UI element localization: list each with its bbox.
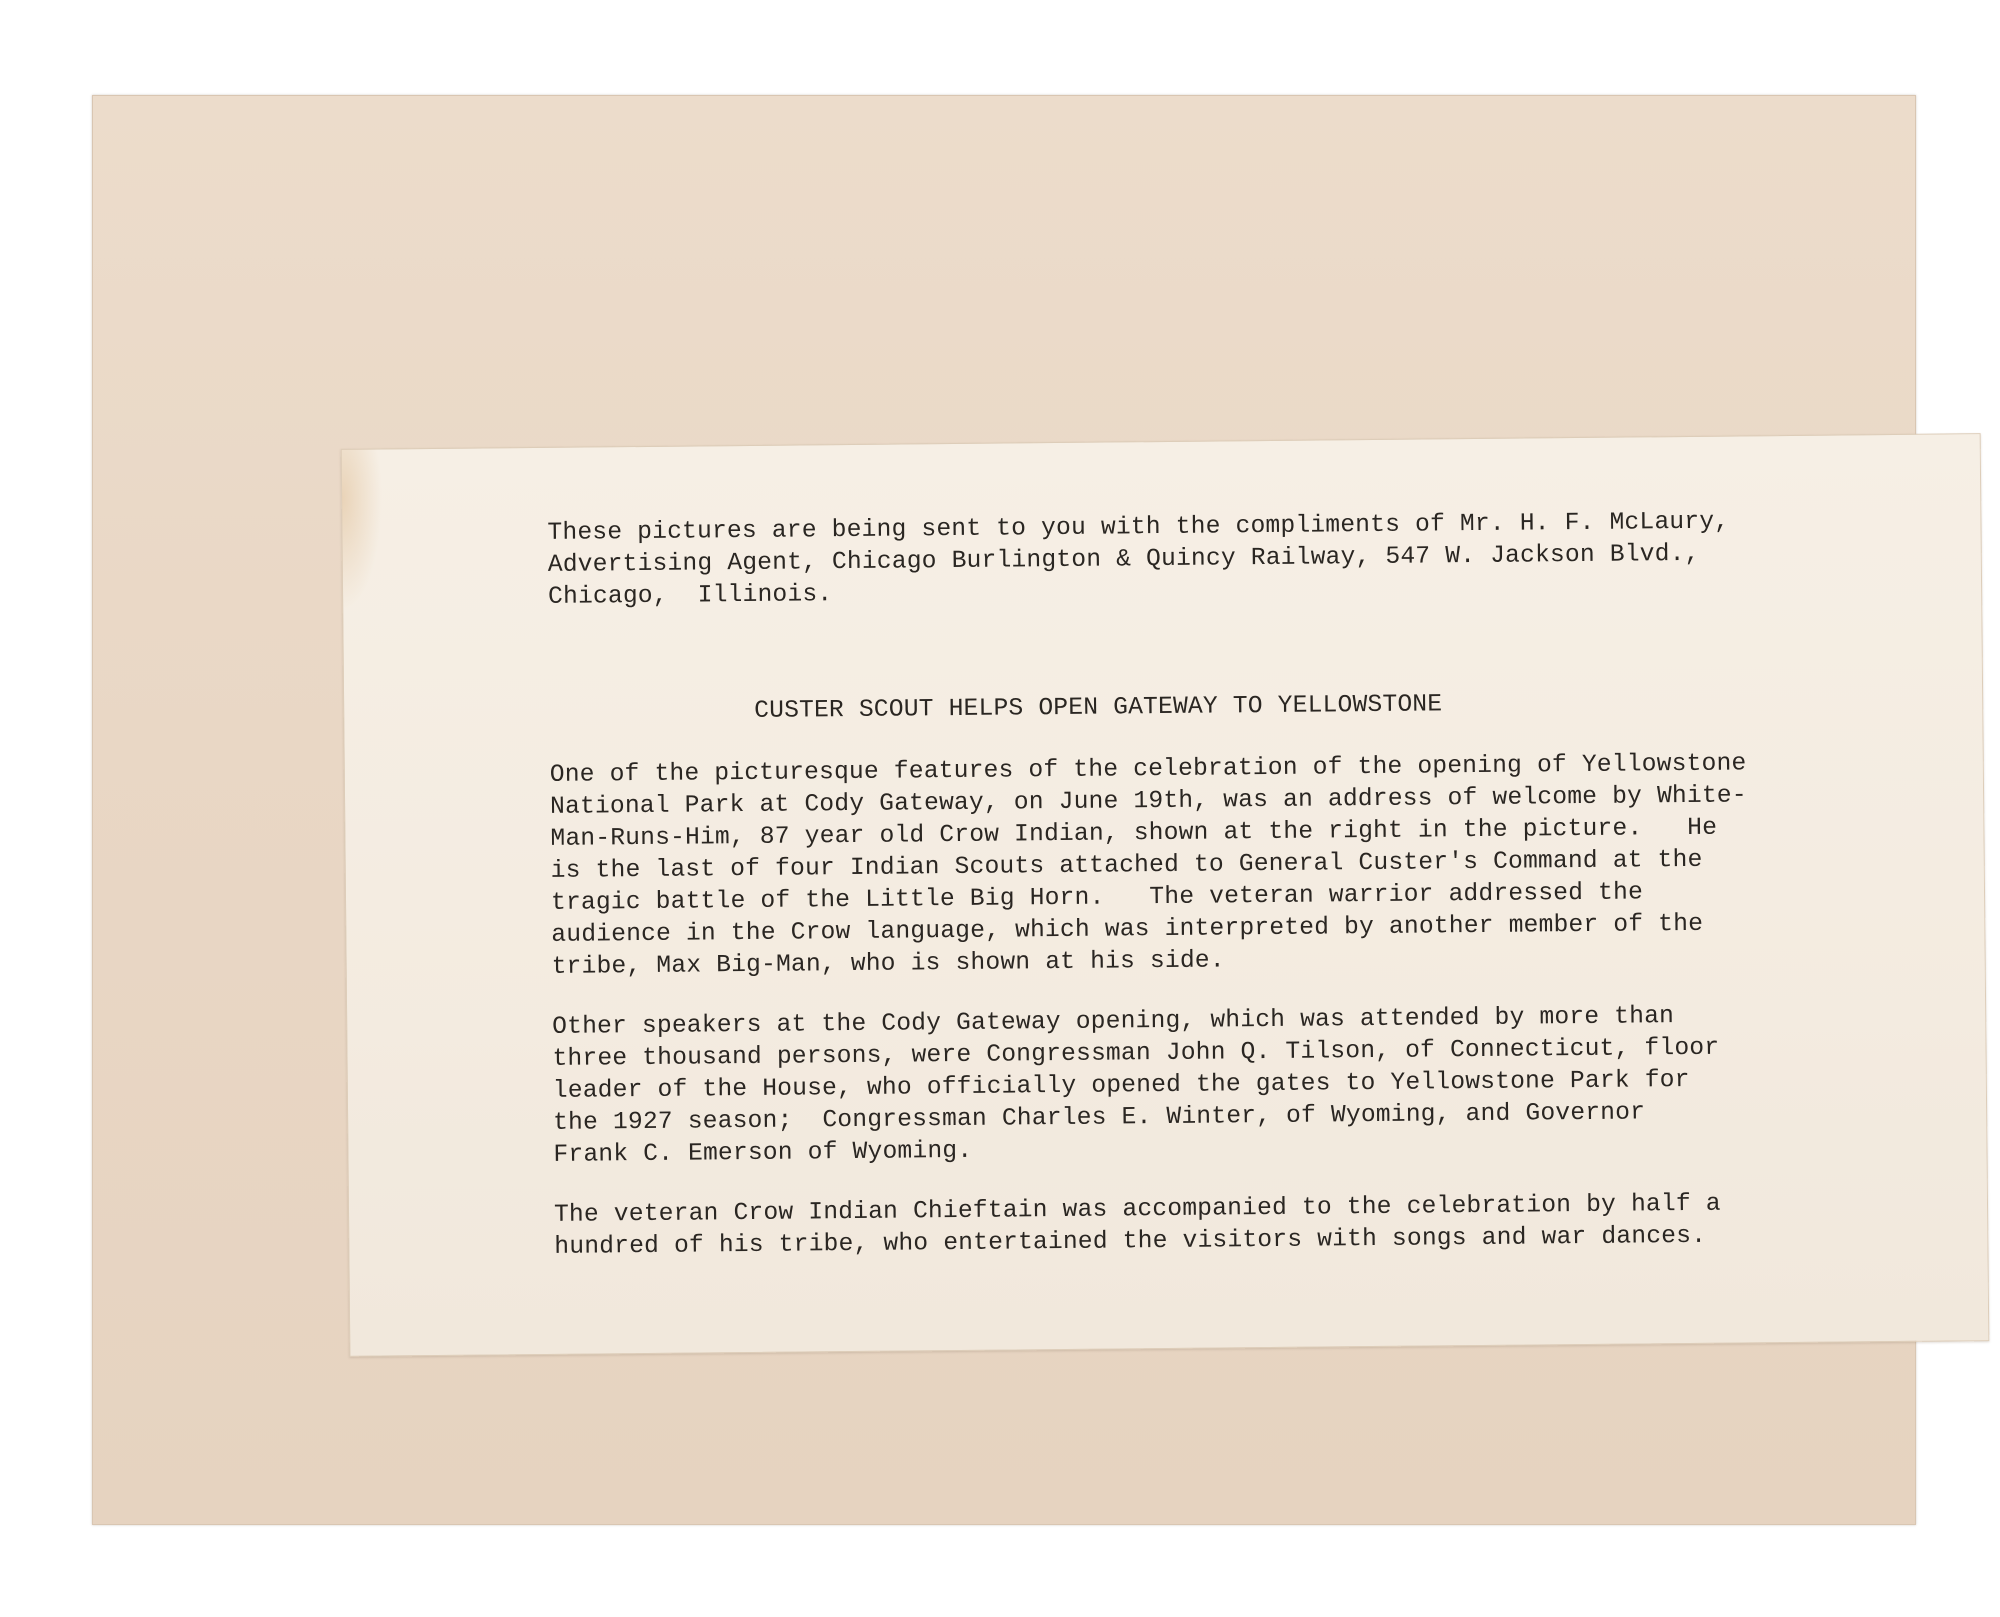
paragraph-2 (552, 1000, 1823, 1172)
intro-paragraph (547, 506, 1818, 614)
paragraph-line: Other speakers at the Cody Gateway opening, which was attended by more than (552, 1003, 1675, 1041)
paragraph-line: hundred of his tribe, who entertained the visitors with songs and war dances. (554, 1222, 1707, 1261)
intro-line: These pictures are being sent to you with the compliments of Mr. H. F. McLaury, (547, 508, 1730, 547)
paragraph-line: Man-Runs-Him, 87 year old Crow Indian, shown at the right in the picture. He (550, 814, 1718, 853)
intro-line: Advertising Agent, Chicago Burlington & Quincy Railway, 547 W. Jackson Blvd., (547, 540, 1700, 579)
paragraph-line: leader of the House, who officially opened the gates to Yellowstone Park for (552, 1066, 1690, 1105)
paragraph-line: tragic battle of the Little Big Horn. The veteran warrior addressed the (550, 879, 1644, 917)
paragraph-line: One of the picturesque features of the celebration of the opening of Yellowstone (549, 750, 1747, 789)
paper-stain (342, 449, 384, 609)
paragraph-3 (554, 1188, 1825, 1264)
paragraph-1 (550, 748, 1822, 984)
paragraph-line: the 1927 season; Congressman Charles E. Winter, of Wyoming, and Governor (553, 1099, 1646, 1137)
article-heading: CUSTER SCOUT HELPS OPEN GATEWAY TO YELLOWSTONE (754, 691, 1443, 725)
paragraph-line: Frank C. Emerson of Wyoming. (553, 1137, 973, 1169)
intro-line: Chicago, Illinois. (547, 581, 833, 611)
typed-sheet (341, 433, 1990, 1357)
paragraph-line: three thousand persons, were Congressman John Q. Tilson, of Connecticut, floor (552, 1034, 1720, 1073)
paragraph-line: audience in the Crow language, which was interpreted by another member of the (551, 910, 1704, 949)
mount-board (92, 95, 1916, 1525)
paragraph-line: The veteran Crow Indian Chieftain was accompanied to the celebration by half a (553, 1190, 1721, 1229)
paragraph-line: tribe, Max Big-Man, who is shown at his side. (551, 947, 1225, 981)
typed-text-block (547, 506, 1824, 1264)
paragraph-line: National Park at Cody Gateway, on June 19th, was an address of welcome by White- (550, 782, 1747, 821)
paragraph-line: is the last of four Indian Scouts attached to General Custer's Command at the (550, 846, 1703, 885)
